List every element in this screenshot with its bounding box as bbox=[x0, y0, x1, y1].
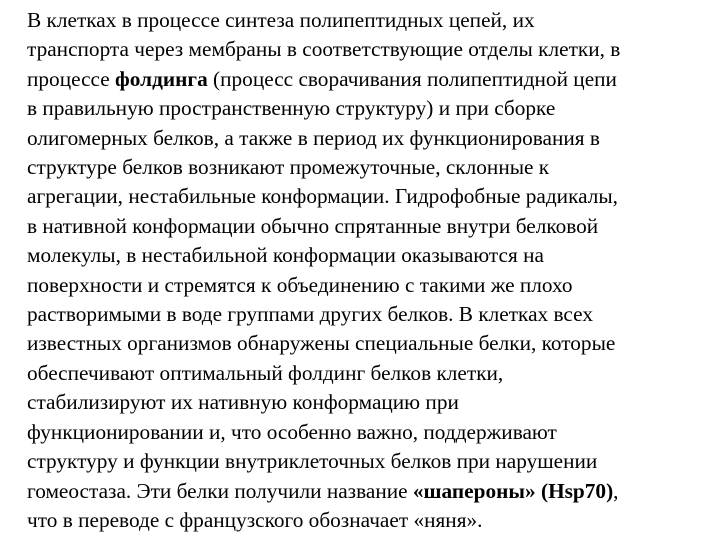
text-run: поверхности и стремятся к объединению с такими же плохо bbox=[27, 272, 573, 297]
text-line bbox=[27, 241, 707, 270]
text-line bbox=[27, 212, 707, 241]
text-run: транспорта через мембраны в соответствующие отделы клетки, в bbox=[27, 37, 621, 62]
text-run: функционировании и, что особенно важно, поддерживают bbox=[27, 419, 557, 444]
text-line bbox=[27, 6, 707, 35]
text-line bbox=[27, 271, 707, 300]
text-run: растворимыми в воде группами других белков. В клетках всех bbox=[27, 302, 593, 327]
text-line bbox=[27, 94, 707, 123]
text-run: , bbox=[613, 478, 619, 503]
text-line bbox=[27, 359, 707, 388]
text-run: молекулы, в нестабильной конформации оказываются на bbox=[27, 243, 544, 268]
text-run: структуру и функции внутриклеточных белков при нарушении bbox=[27, 449, 598, 474]
text-line bbox=[27, 124, 707, 153]
text-line bbox=[27, 35, 707, 64]
text-run: известных организмов обнаружены специальные белки, которые bbox=[27, 331, 616, 356]
body-paragraph bbox=[27, 6, 707, 535]
text-run: структуре белков возникают промежуточные, склонные к bbox=[27, 155, 550, 180]
text-line bbox=[27, 182, 707, 211]
text-line bbox=[27, 506, 707, 535]
text-line bbox=[27, 65, 707, 94]
bold-term: «шапероны» (Hsp70) bbox=[412, 478, 614, 503]
text-run: процессе bbox=[27, 66, 116, 91]
text-run: стабилизируют их нативную конформацию при bbox=[27, 390, 459, 415]
text-run: что в переводе с французского обозначает «няня». bbox=[27, 507, 483, 532]
text-line bbox=[27, 447, 707, 476]
text-line bbox=[27, 329, 707, 358]
text-line bbox=[27, 388, 707, 417]
text-line bbox=[27, 418, 707, 447]
text-run: гомеостаза. Эти белки получили название bbox=[27, 478, 413, 503]
text-run: (процесс сворачивания полипептидной цепи bbox=[207, 66, 617, 91]
bold-term: фолдинга bbox=[115, 66, 208, 91]
text-run: в нативной конформации обычно спрятанные внутри белковой bbox=[27, 213, 599, 238]
text-run: обеспечивают оптимальный фолдинг белков клетки, bbox=[27, 360, 504, 385]
text-line bbox=[27, 477, 707, 506]
text-run: олигомерных белков, а также в период их функционирования в bbox=[27, 125, 600, 150]
text-line bbox=[27, 300, 707, 329]
text-run: В клетках в процессе синтеза полипептидных цепей, их bbox=[27, 8, 535, 32]
text-run: в правильную пространственную структуру) и при сборке bbox=[27, 96, 556, 121]
text-run: агрегации, нестабильные конформации. Гидрофобные радикалы, bbox=[27, 184, 618, 209]
text-line bbox=[27, 153, 707, 182]
